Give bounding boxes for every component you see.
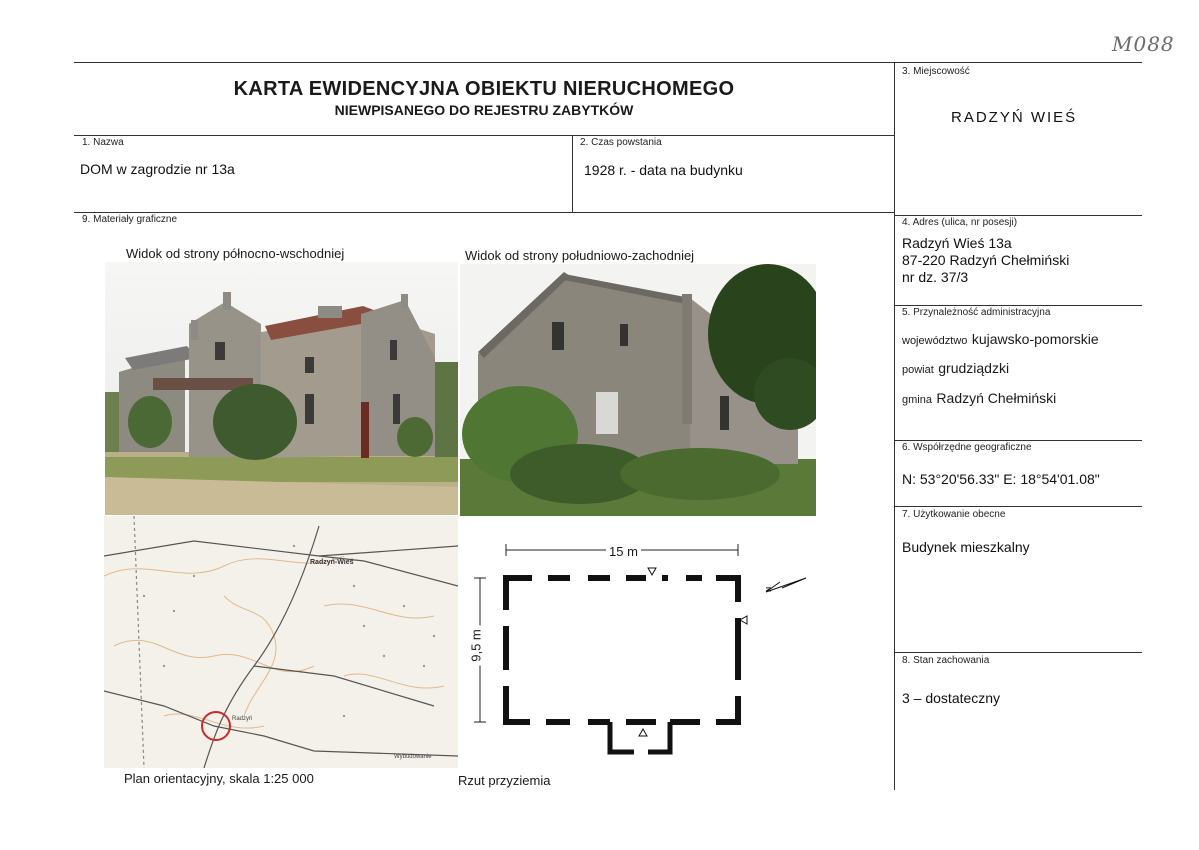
caption-floor-plan: Rzut przyziemia [458,773,551,788]
archive-number: M088 [1112,32,1175,56]
rule-6 [894,440,1142,441]
map-label-village: Radzyń-Wieś [310,559,354,566]
card-title: KARTA EWIDENCYJNA OBIEKTU NIERUCHOMEGO [233,78,735,100]
wojewodztwo-prefix: województwo [902,335,968,347]
field-uzytkowanie-value: Budynek mieszkalny [902,539,1030,555]
field-nazwa-value: DOM w zagrodzie nr 13a [80,161,235,177]
floor-plan [460,530,820,770]
field-czas-value: 1928 r. - data na budynku [584,162,743,178]
map-label-radzyn: Radzyń [232,716,253,722]
top-rule [74,62,1142,63]
photo-northeast-view [105,262,458,515]
plan-width-label: 15 m [606,544,641,559]
powiat-prefix: powiat [902,364,934,376]
field-adres-label: 4. Adres (ulica, nr posesji) [902,217,1018,228]
north-arrow-label: N [766,586,774,593]
rule-8 [894,652,1142,653]
field-miejscowosc-value: RADZYŃ WIEŚ [951,109,1078,126]
field-adres-line3: nr dz. 37/3 [902,269,969,285]
powiat-row [902,360,1009,378]
gmina-row [902,390,1056,408]
graphics-top-rule [74,212,894,213]
title-bottom-rule [74,135,894,136]
caption-map: Plan orientacyjny, skala 1:25 000 [124,771,314,786]
field-stan-label: 8. Stan zachowania [902,655,990,666]
field-uzytkowanie-label: 7. Użytkowanie obecne [902,509,1006,520]
rule-4 [894,215,1142,216]
location-map [104,516,458,768]
field-nazwa-label: 1. Nazwa [82,137,124,148]
field-czas-label: 2. Czas powstania [580,137,662,148]
field-adres-line1: Radzyń Wieś 13a [902,235,1012,251]
wojewodztwo-value: kujawsko-pomorskie [971,331,1099,347]
caption-ne-view: Widok od strony północno-wschodniej [126,246,345,261]
plan-height-label: 9,5 m [469,626,484,666]
rule-7 [894,506,1142,507]
field-wspolrzedne-label: 6. Współrzędne geograficzne [902,442,1032,453]
card-subtitle: NIEWPISANEGO DO REJESTRU ZABYTKÓW [334,102,634,118]
field-wspolrzedne-value: N: 53°20'56.33" E: 18°54'01.08" [902,471,1100,487]
field-materialy-label: 9. Materiały graficzne [82,214,178,225]
gmina-prefix: gmina [902,394,932,406]
rule-5 [894,305,1142,306]
photo-southwest-view [460,264,816,516]
right-column-divider [894,62,895,790]
caption-sw-view: Widok od strony południowo-zachodniej [465,248,695,263]
gmina-value: Radzyń Chełmiński [936,390,1057,406]
powiat-value: grudziądzki [938,360,1010,376]
field-miejscowosc-label: 3. Miejscowość [902,66,970,77]
field-adres-line2: 87-220 Radzyń Chełmiński [902,252,1070,268]
name-date-divider [572,135,573,212]
field-przynaleznosc-label: 5. Przynależność administracyjna [902,307,1051,318]
wojewodztwo-row [902,331,1099,349]
map-label-wybudowanie: Wybudowanie [394,754,432,760]
field-stan-value: 3 – dostateczny [902,690,1001,706]
